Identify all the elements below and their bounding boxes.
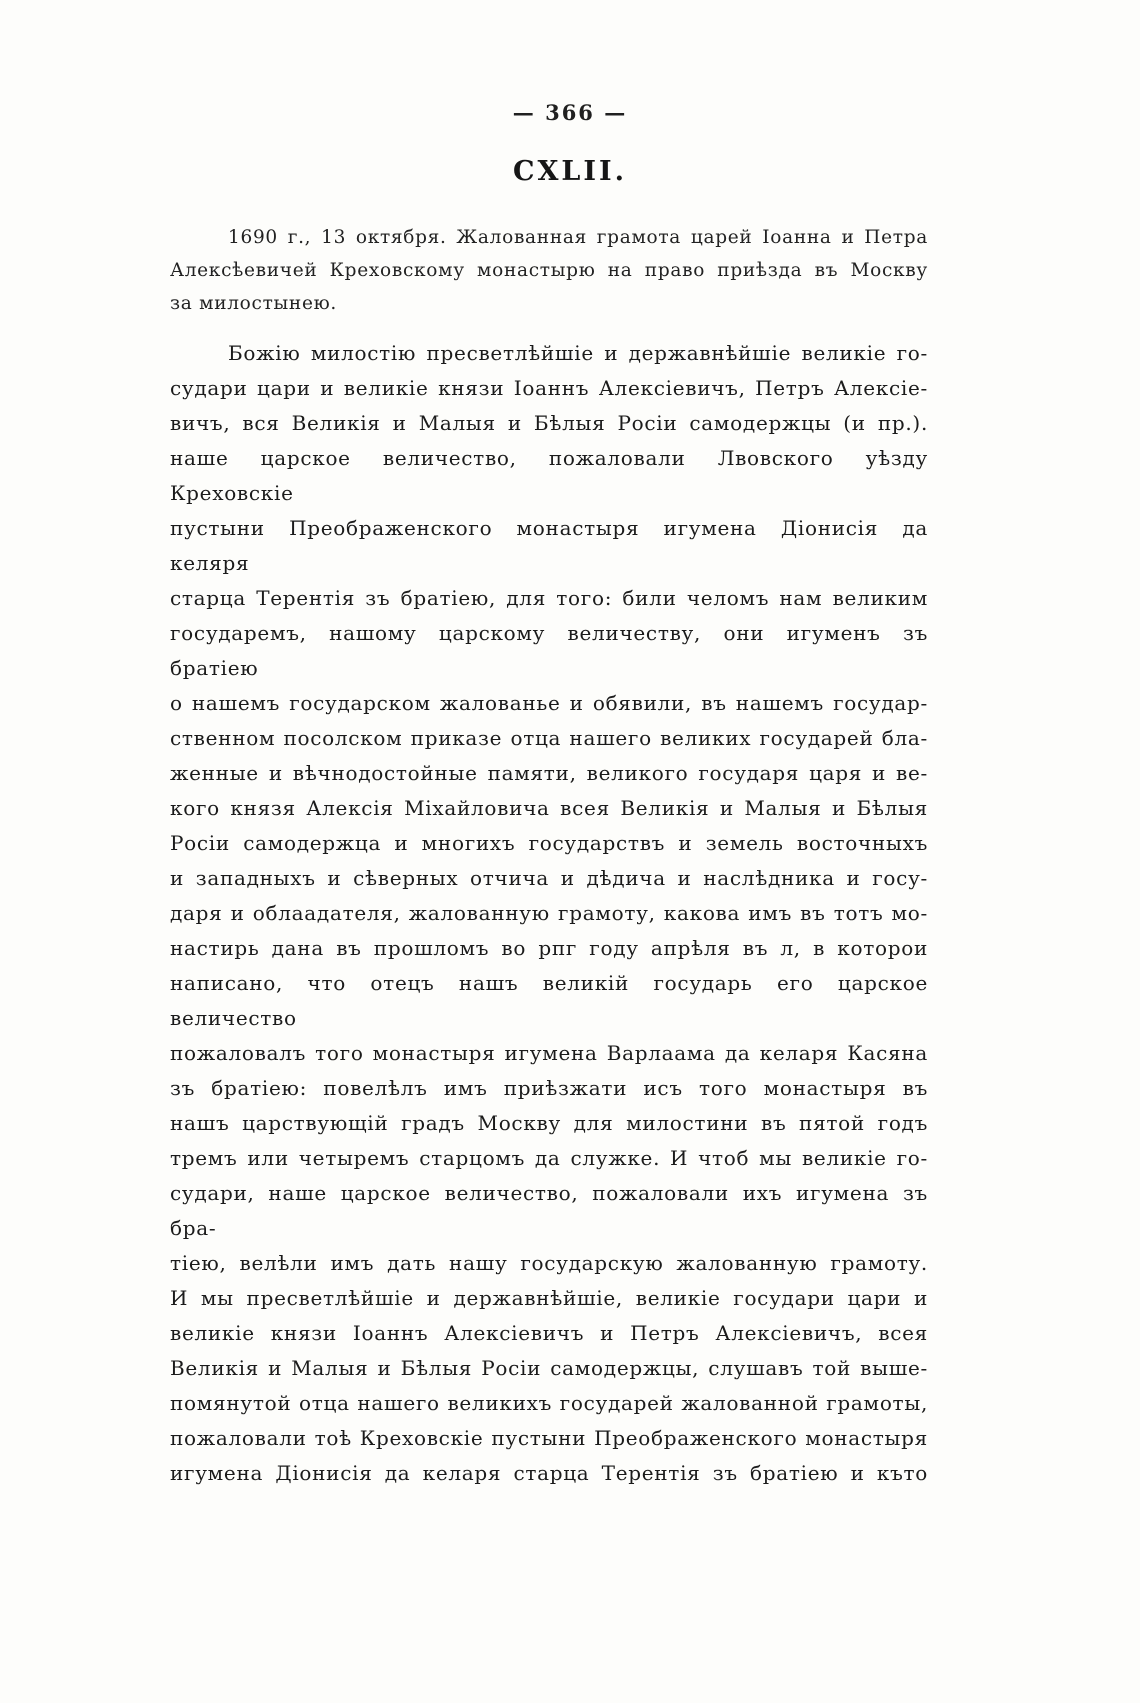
- text-line: Росіи самодержца и многихъ государствъ и земель восточныхъ: [170, 831, 928, 855]
- text-line: Великія и Малыя и Бѣлыя Росіи самодержцы, слушавъ той выше-: [170, 1356, 928, 1380]
- text-line: пожаловали тоѣ Креховскіе пустыни Преображенского монастыря: [170, 1426, 928, 1450]
- text-line: старца Терентія зъ братіею, для того: били челомъ нам великим: [170, 586, 928, 610]
- charter-summary: [170, 221, 928, 320]
- charter-body: [170, 336, 928, 1491]
- page-number: — 366 —: [512, 100, 628, 125]
- text-line: судари цари и великіе князи Іоаннъ Алексіевичъ, Петръ Алексіе-: [170, 376, 928, 400]
- text-line: за милостынею.: [170, 293, 337, 314]
- text-line: вичъ, вся Великія и Малыя и Бѣлыя Росіи самодержцы (и пр.).: [170, 411, 928, 435]
- text-line: наше царское величество, пожаловали Лвовского уѣзду Креховскіе: [170, 446, 928, 505]
- text-line: даря и облаадателя, жалованную грамоту, какова имъ въ тотъ мо-: [170, 901, 928, 925]
- text-line: Божію милостію пресветлѣйшіе и державнѣйшіе великіе го-: [228, 341, 928, 365]
- text-line: И мы пресветлѣйшіе и державнѣйшіе, великіе государи цари и: [170, 1286, 928, 1310]
- text-line: о нашемъ государском жалованье и обявили, въ нашемъ государ-: [170, 691, 928, 715]
- text-line: помянутой отца нашего великихъ государей жалованной грамоты,: [170, 1391, 928, 1415]
- text-line: судари, наше царское величество, пожаловали ихъ игумена зъ бра-: [170, 1181, 928, 1240]
- text-line: настирь дана въ прошломъ во рпг году апрѣля въ л, в которои: [170, 936, 928, 960]
- text-line: нашъ царствующій градъ Москву для милостини въ пятой годъ: [170, 1111, 928, 1135]
- text-line: игумена Діонисія да келаря старца Терентія зъ братіею и къто: [170, 1461, 928, 1485]
- text-line: ственном посолском приказе отца нашего великих государей бла-: [170, 726, 928, 750]
- text-line: написано, что отецъ нашъ великій государь его царское величество: [170, 971, 928, 1030]
- section-heading: CXLII.: [512, 156, 628, 187]
- text-line: и западныхъ и сѣверных отчича и дѣдича и наслѣдника и госу-: [170, 866, 928, 890]
- text-line: Алексѣевичей Креховскому монастырю на право приѣзда въ Москву: [170, 260, 928, 281]
- text-line: тіею, велѣли имъ дать нашу государскую жалованную грамоту.: [170, 1251, 928, 1275]
- text-line: великіе князи Іоаннъ Алексіевичъ и Петръ Алексіевичъ, всея: [170, 1321, 928, 1345]
- text-line: пустыни Преображенского монастыря игумена Діонисія да келяря: [170, 516, 928, 575]
- text-line: пожаловалъ того монастыря игумена Варлаама да келаря Касяна: [170, 1041, 928, 1065]
- text-line: 1690 г., 13 октября. Жалованная грамота царей Іоанна и Петра: [228, 227, 928, 248]
- text-line: кого князя Алексія Міхайловича всея Великія и Малыя и Бѣлыя: [170, 796, 928, 820]
- text-line: государемъ, нашому царскому величеству, они игуменъ зъ братіею: [170, 621, 928, 680]
- text-line: женные и вѣчнодостойные памяти, великого государя царя и ве-: [170, 761, 928, 785]
- text-line: зъ братіею: повелѣлъ имъ приѣзжати исъ того монастыря въ: [170, 1076, 928, 1100]
- text-line: тремъ или четыремъ старцомъ да служке. И чтоб мы великіе го-: [170, 1146, 928, 1170]
